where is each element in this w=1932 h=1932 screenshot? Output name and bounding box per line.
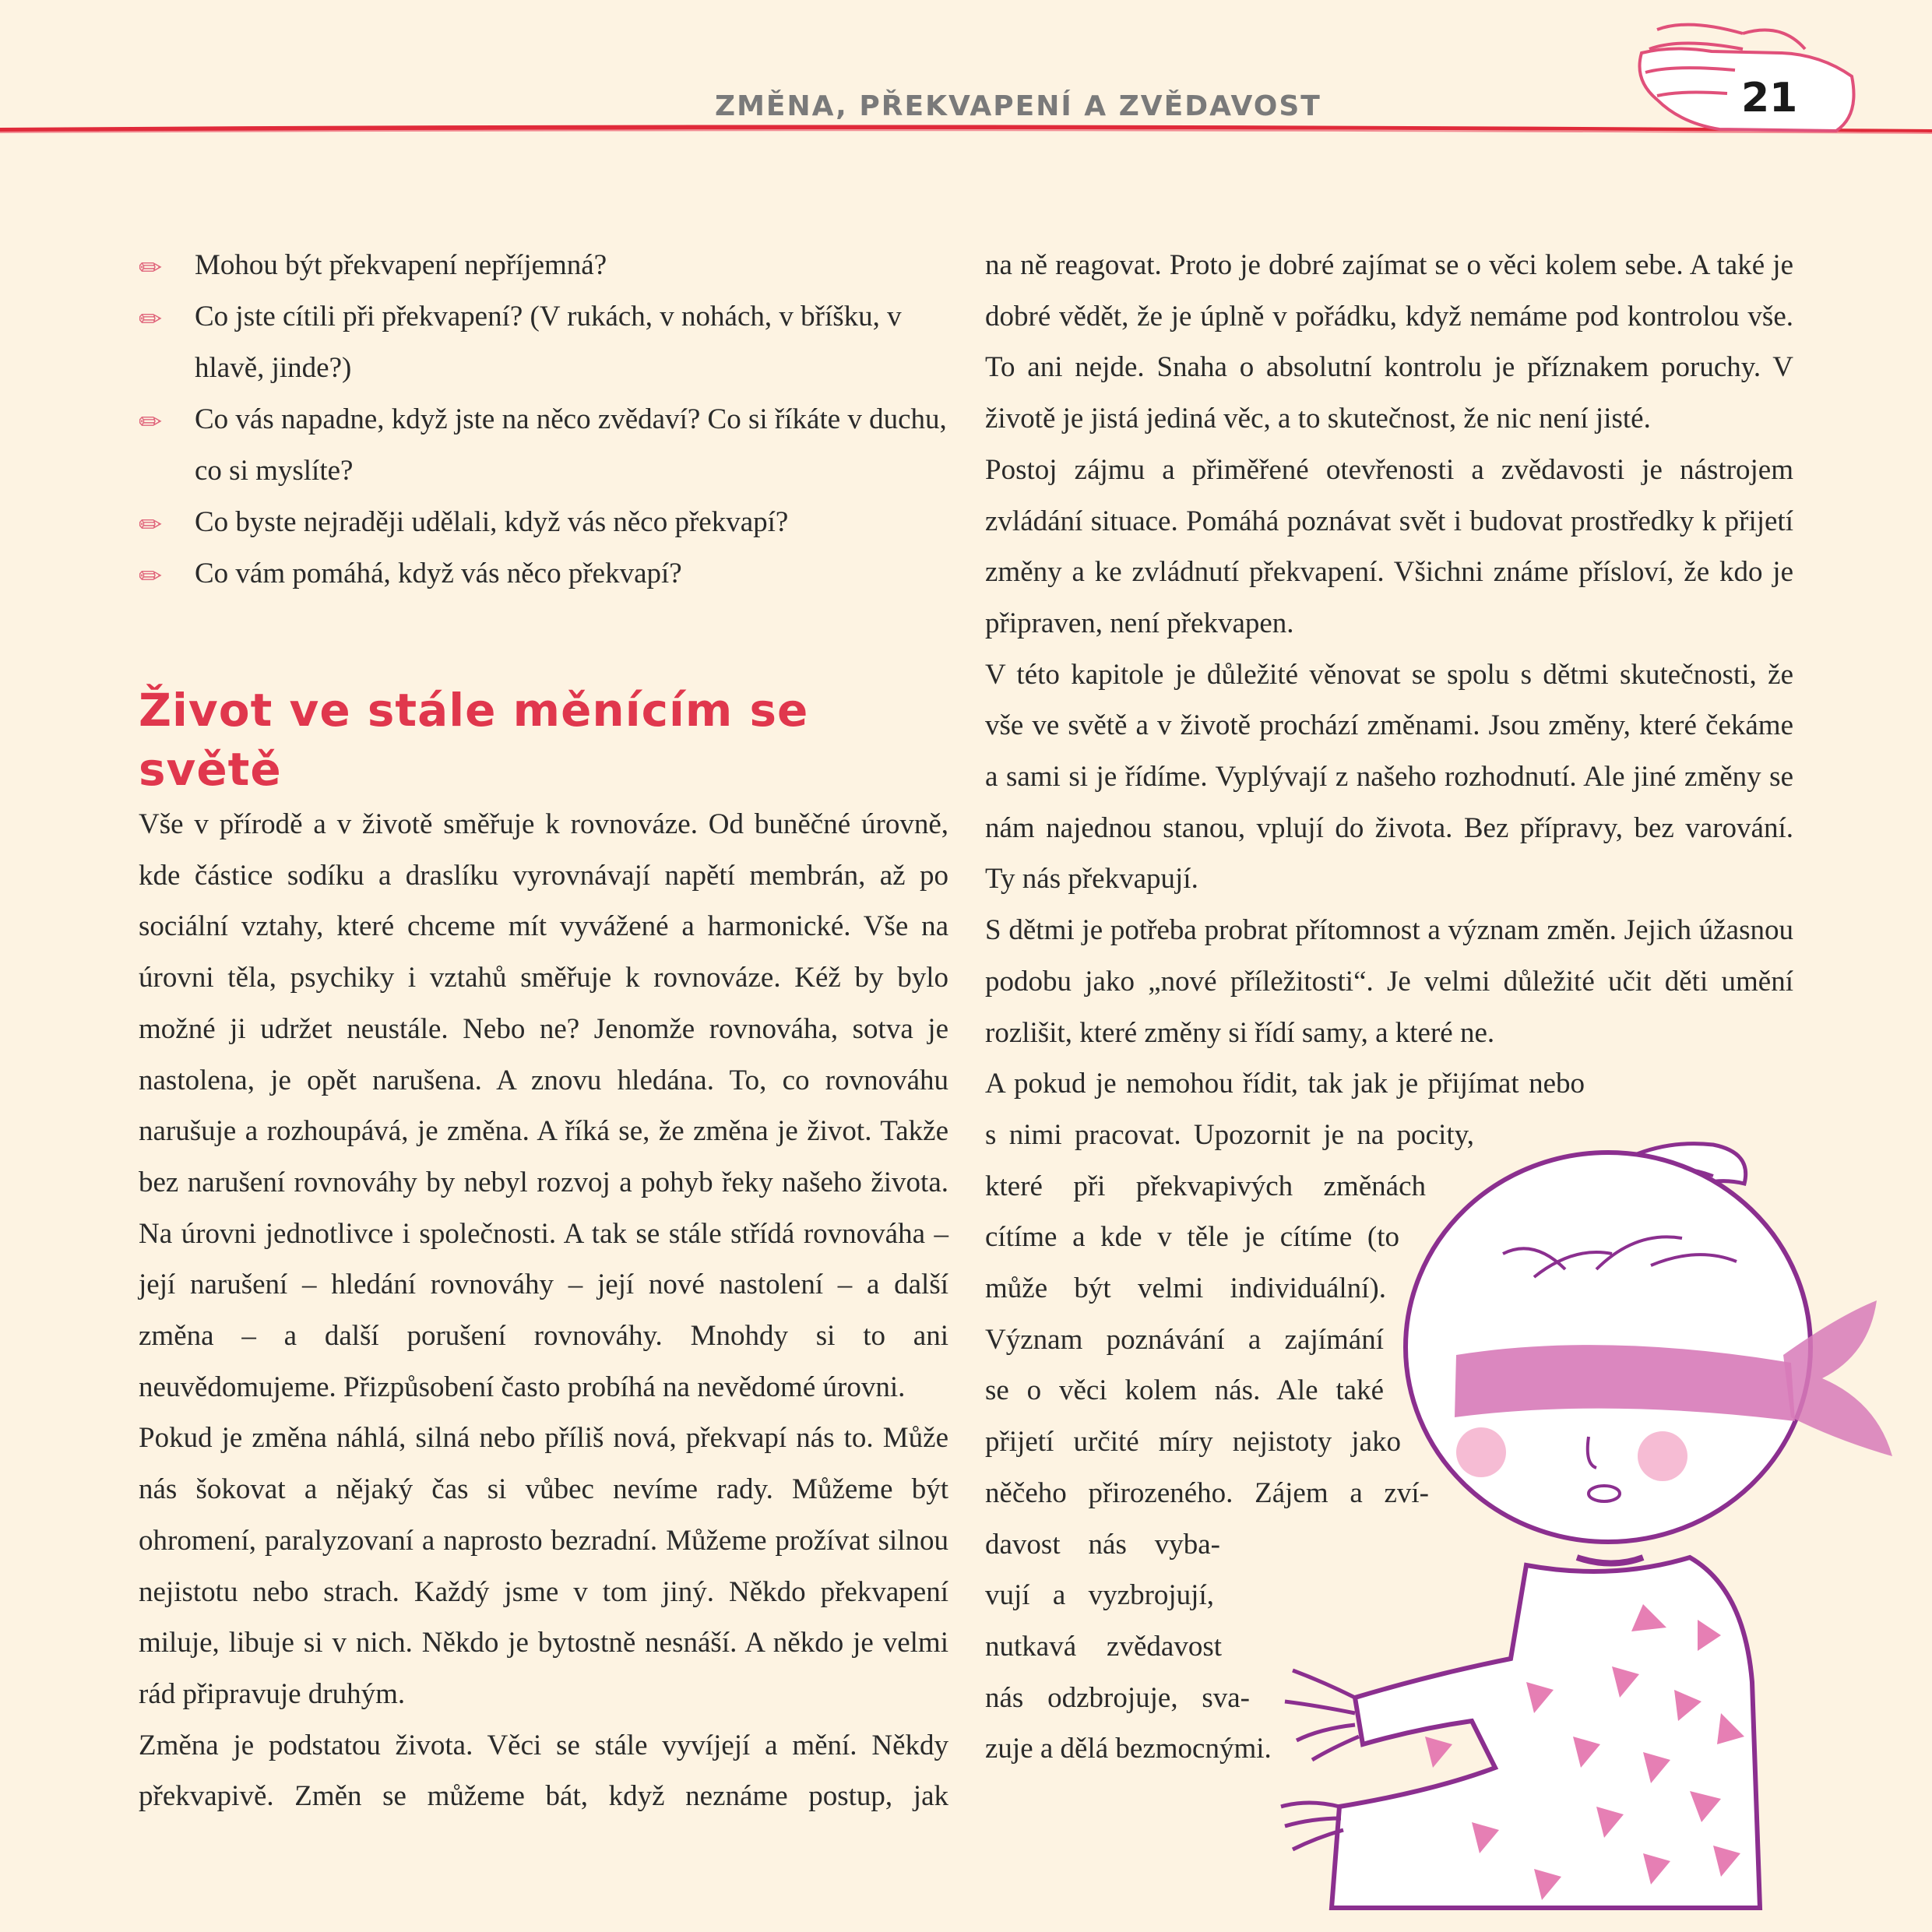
body-paragraph: Vše v přírodě a v životě směřuje k rovnováze. Od buněčné úrovně, kde částice sodíku a draslíku vyrovnávají napětí membrán, až po sociální vztahy, které chceme mít vyvážené a harmonické. Vše na úrovni těla, psychiky i vztahů směřuje k rovnováze. Kéž by bylo možné ji udržet neustále. Nebo ne? Jenomže rovnováha, sotva je nastolena, je opět narušena. A znovu hledána. To, co rovnováhu narušuje a rozhoupává, je změna. A říká se, že změna je život. Takže bez narušení rovnováhy by nebyl rozvoj a pohyb řeky našeho života. Na úrovni jednotlivce i společnosti. A tak se stále střídá rovnováha – její narušení – hledání rovnováhy – její nové nastolení – a další změna – a další porušení rovnováhy. Mnohdy si to ani neuvědomujeme. Přizpůsobení často probíhá na nevědomé úrovni. — [139, 808, 948, 1403]
pencil-icon: ✏ — [139, 509, 163, 541]
body-paragraph: Pokud je změna náhlá, silná nebo příliš nová, překvapí nás to. Může nás šokovat a nějaký čas si vůbec nevíme rady. Můžeme být ohromení, paralyzovaní a naprosto bezradní. Můžeme prožívat silnou nejistotu nebo strach. Každý jsme v tom jiný. Někdo překvapení miluje, libuje si v nich. Někdo je bytostně nesnáší. A někdo je velmi rád připravuje druhým. — [139, 1422, 948, 1710]
body-paragraph: V této kapitole je důležité věnovat se spolu s dětmi skutečnosti, že vše ve světě a v životě prochází změnami. Jsou změny, které čekáme a sami si je řídíme. Vyplývají z našeho rozhodnutí. Ale jiné změny se nám najednou stanou, vplují do života. Bez přípravy, bez varování. Ty nás překvapují. — [985, 658, 1793, 896]
text-line: nutkavá zvědavost — [985, 1630, 1222, 1663]
question-item: ✏ Co byste nejraději udělali, když vás něco překvapí? — [139, 497, 948, 548]
question-item: ✏ Co vám pomáhá, když vás něco překvapí? — [139, 548, 948, 600]
text-line: se o věci kolem nás. Ale také — [985, 1374, 1384, 1407]
question-item: ✏ Co jste cítili při překvapení? (V rukách, v nohách, v bříšku, v hlavě, jinde?) — [139, 291, 948, 394]
text-line: Význam poznávání a zajímání — [985, 1323, 1384, 1356]
body-paragraph: S dětmi je potřeba probrat přítomnost a význam změn. Jejich úžasnou podobu jako „nové příležitosti“. Je velmi důležité učit děti umění rozlišit, které změny si řídí samy, a které ne. — [985, 914, 1793, 1049]
text-line: vují a vyzbrojují, — [985, 1579, 1214, 1612]
text-line: nás odzbrojuje, sva- — [985, 1681, 1250, 1714]
page-number: 21 — [1741, 75, 1798, 121]
text-line: které při překvapivých změnách — [985, 1170, 1426, 1202]
text-line: může být velmi individuální). — [985, 1272, 1386, 1305]
body-paragraph: Změna je podstatou života. Věci se stále vyvíjejí a mění. Někdy překvapivě. Změn se můžeme bát, když neznáme postup, jak — [139, 1729, 948, 1813]
section-heading: Život ve stále měnícím se světě — [139, 684, 809, 796]
blindfolded-girl-illustration — [1277, 1121, 1931, 1916]
text-line: s nimi pracovat. Upozornit je na pocity, — [985, 1118, 1474, 1151]
text-line: A pokud je nemohou řídit, tak jak je přijímat nebo — [985, 1068, 1585, 1100]
running-title: ZMĚNA, PŘEKVAPENÍ A ZVĚDAVOST — [715, 90, 1321, 122]
pencil-icon: ✏ — [139, 406, 163, 438]
question-list — [139, 240, 948, 600]
pencil-icon: ✏ — [139, 304, 163, 336]
left-column — [139, 240, 948, 1822]
pencil-icon: ✏ — [139, 252, 163, 284]
text-line: davost nás vyba- — [985, 1528, 1220, 1561]
text-line: přijetí určité míry nejistoty jako — [985, 1426, 1401, 1459]
pencil-icon: ✏ — [139, 561, 163, 593]
question-item: ✏ Co vás napadne, když jste na něco zvědaví? Co si říkáte v duchu, co si myslíte? — [139, 394, 948, 497]
text-line: zuje a dělá bezmocnými. — [985, 1733, 1272, 1765]
body-paragraph: na ně reagovat. Proto je dobré zajímat se o věci kolem sebe. A také je dobré vědět, že je úplně v pořádku, když nemáme pod kontrolou vše. To ani nejde. Snaha o absolutní kontrolu je příznakem poruchy. V životě je jistá jediná věc, a to skutečnost, že nic není jisté. — [985, 249, 1793, 435]
question-item: ✏ Mohou být překvapení nepříjemná? — [139, 240, 948, 291]
text-line: cítíme a kde v těle je cítíme (to — [985, 1221, 1399, 1254]
text-line: něčeho přirozeného. Zájem a zví- — [985, 1476, 1429, 1509]
body-paragraph: Postoj zájmu a přiměřené otevřenosti a zvědavosti je nástrojem zvládání situace. Pomáhá poznávat svět i budovat prostředky k přijetí změny a ke zvládnutí překvapení. Všichni známe přísloví, že kdo je připraven, není překvapen. — [985, 453, 1793, 639]
